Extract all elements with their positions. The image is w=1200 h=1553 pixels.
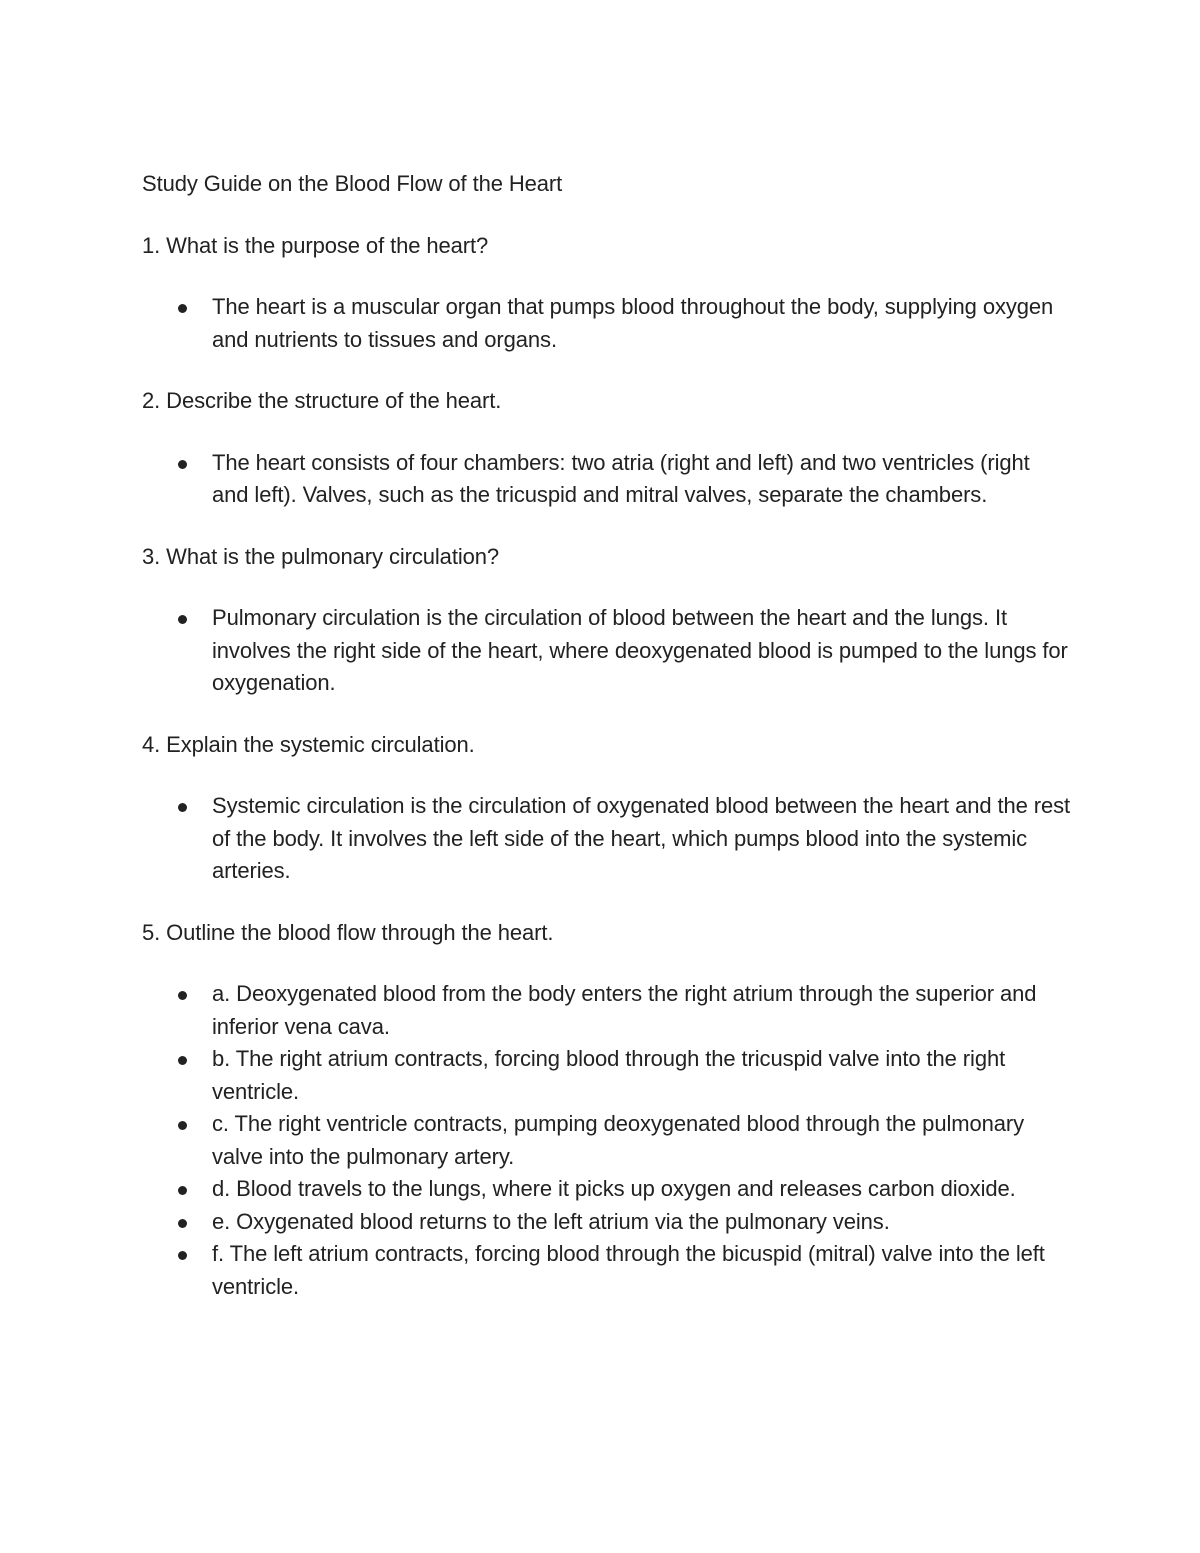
answer-text: Systemic circulation is the circulation of oxygenated blood between the heart and the rest of the body. It involves the left side of the heart, which pumps blood into the systemic arteries. (212, 793, 1071, 883)
bullet-icon (178, 615, 187, 624)
bullet-icon (178, 1121, 187, 1130)
answer-item (212, 1108, 1072, 1173)
bullet-icon (178, 460, 187, 469)
answer-text: d. Blood travels to the lungs, where it picks up oxygen and releases carbon dioxide. (212, 1176, 1016, 1201)
answer-item (212, 1173, 1072, 1206)
answer-list-2 (142, 447, 1072, 512)
section-1 (142, 230, 1072, 357)
section-3 (142, 541, 1072, 700)
bullet-icon (178, 1056, 187, 1065)
answer-text: Pulmonary circulation is the circulation of blood between the heart and the lungs. It involves the right side of the heart, where deoxygenated blood is pumped to the lungs for oxygenation. (212, 605, 1068, 695)
answer-text: c. The right ventricle contracts, pumping deoxygenated blood through the pulmonary valve into the pulmonary artery. (212, 1111, 1024, 1169)
section-4 (142, 729, 1072, 888)
document-title: Study Guide on the Blood Flow of the Heart (142, 171, 563, 196)
answer-item (212, 978, 1072, 1043)
answer-item (212, 1043, 1072, 1108)
answer-item (212, 447, 1072, 512)
answer-item (212, 1206, 1072, 1239)
answer-text: The heart consists of four chambers: two atria (right and left) and two ventricles (right and left). Valves, such as the tricuspid and mitral valves, separate the chambers. (212, 449, 1030, 507)
answer-list-3 (142, 602, 1072, 700)
question-3: 3. What is the pulmonary circulation? (142, 543, 500, 569)
answer-item (212, 602, 1072, 700)
question-1: 1. What is the purpose of the heart? (142, 232, 489, 258)
answer-item (212, 1238, 1072, 1303)
question-5: 5. Outline the blood flow through the heart. (142, 919, 554, 945)
bullet-icon (178, 304, 187, 313)
bullet-icon (178, 1219, 187, 1228)
bullet-icon (178, 803, 187, 812)
answer-list-5 (142, 978, 1072, 1303)
answer-item (212, 790, 1072, 888)
section-5 (142, 917, 1072, 1304)
answer-list-4 (142, 790, 1072, 888)
bullet-icon (178, 1251, 187, 1260)
section-2 (142, 385, 1072, 512)
answer-item (212, 291, 1072, 356)
document-content (142, 168, 1072, 1332)
answer-text: b. The right atrium contracts, forcing blood through the tricuspid valve into the right ventricle. (212, 1046, 1006, 1104)
answer-list-1 (142, 291, 1072, 356)
bullet-icon (178, 1186, 187, 1195)
answer-text: e. Oxygenated blood returns to the left atrium via the pulmonary veins. (212, 1208, 890, 1234)
question-4: 4. Explain the systemic circulation. (142, 731, 475, 757)
answer-text: f. The left atrium contracts, forcing blood through the bicuspid (mitral) valve into the left ventricle. (212, 1241, 1045, 1299)
question-2: 2. Describe the structure of the heart. (142, 388, 502, 413)
answer-text: The heart is a muscular organ that pumps blood throughout the body, supplying oxygen and nutrients to tissues and organs. (212, 294, 1054, 352)
bullet-icon (178, 991, 187, 1000)
answer-text: a. Deoxygenated blood from the body enters the right atrium through the superior and inferior vena cava. (212, 981, 1037, 1039)
